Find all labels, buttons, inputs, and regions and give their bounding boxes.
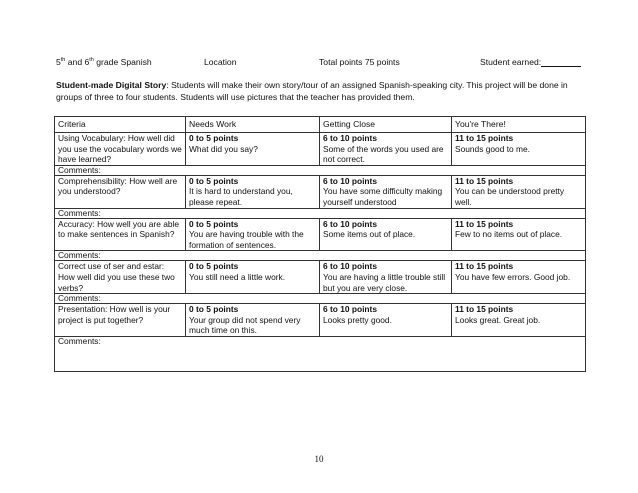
points-range: 6 to 10 points	[323, 133, 377, 143]
table-row	[55, 175, 586, 208]
level-description: You are having trouble with the formation of sentences.	[189, 229, 304, 250]
level-description: Your group did not spend very much time on this.	[189, 314, 301, 336]
points-range: 6 to 10 points	[323, 175, 377, 186]
criteria-cell: Using Vocabulary: How well did you use the vocabulary words we have learned?	[55, 133, 186, 166]
level-description: You still need a little work.	[189, 271, 286, 282]
needs-work-cell	[186, 261, 320, 294]
criteria-cell: Comprehensibility: How well are you understood?	[55, 175, 186, 208]
criteria-cell: Presentation: How well is your project is put together?	[55, 304, 186, 337]
youre-there-cell	[452, 133, 586, 166]
getting-close-cell	[320, 261, 452, 294]
level-description: Few to no items out of place.	[455, 229, 563, 240]
level-description: Some of the words you used are not correct.	[323, 143, 444, 165]
youre-there-cell	[452, 175, 586, 208]
points-range: 11 to 15 points	[455, 304, 514, 315]
table-header-row	[55, 117, 586, 133]
getting-close-cell	[320, 133, 452, 166]
youre-there-cell	[452, 261, 586, 294]
needs-work-cell	[186, 133, 320, 166]
comments-field[interactable]: Comments:	[55, 208, 586, 218]
project-description	[56, 80, 584, 103]
level-description: You are having a little trouble still but you are very close.	[323, 271, 446, 293]
points-range: 0 to 5 points	[189, 218, 239, 229]
rubric-table	[54, 116, 586, 372]
level-description: What did you say?	[189, 143, 258, 154]
criteria-cell: Accuracy: How well you are able to make sentences in Spanish?	[55, 218, 186, 251]
level-description: Looks pretty good.	[323, 314, 392, 325]
criteria-cell: Correct use of ser and estar: How well did you use these two verbs?	[55, 261, 186, 294]
comments-field[interactable]: Comments:	[55, 294, 586, 304]
table-row	[55, 304, 586, 337]
points-range: 0 to 5 points	[189, 175, 239, 186]
comments-row	[55, 208, 586, 218]
level-description: Some items out of place.	[323, 229, 416, 240]
comments-row	[55, 165, 586, 175]
points-range: 11 to 15 points	[455, 175, 514, 186]
points-range: 6 to 10 points	[323, 304, 377, 315]
needs-work-cell	[186, 175, 320, 208]
points-range: 11 to 15 points	[455, 133, 514, 143]
header-youre-there: You're There!	[452, 117, 586, 133]
comments-field[interactable]: Comments:	[55, 251, 586, 261]
table-row	[55, 218, 586, 251]
header-criteria: Criteria	[55, 117, 186, 133]
needs-work-cell	[186, 304, 320, 337]
level-description: Looks great. Great job.	[455, 314, 541, 325]
page-number: 10	[314, 454, 324, 464]
header-line	[56, 57, 586, 71]
header-getting-close: Getting Close	[320, 117, 452, 133]
table-row	[55, 261, 586, 294]
grade-label: 5th and 6th grade Spanish	[56, 57, 152, 67]
getting-close-cell	[320, 304, 452, 337]
comments-row	[55, 251, 586, 261]
level-description: You have few errors. Good job.	[455, 271, 571, 282]
points-range: 6 to 10 points	[323, 218, 377, 229]
points-range: 11 to 15 points	[455, 218, 514, 229]
header-needs-work: Needs Work	[186, 117, 320, 133]
needs-work-cell	[186, 218, 320, 251]
project-body: : Students will make their own story/tour of an assigned Spanish-speaking city. This project will be done in groups of three to four students. Students will use pictures that the teacher has provided them.	[56, 80, 568, 102]
level-description: You can be understood pretty well.	[455, 186, 565, 207]
total-points-label: Total points 75 points	[319, 57, 400, 67]
comments-field[interactable]: Comments:	[55, 165, 586, 175]
table-row	[55, 133, 586, 166]
location-label: Location	[204, 57, 237, 67]
points-range: 0 to 5 points	[189, 133, 239, 143]
points-range: 6 to 10 points	[323, 261, 377, 272]
level-description: You have some difficulty making yourself understood	[323, 186, 443, 207]
points-range: 0 to 5 points	[189, 261, 239, 272]
comments-row	[55, 336, 586, 371]
student-earned-label: Student earned:	[480, 57, 581, 67]
youre-there-cell	[452, 218, 586, 251]
getting-close-cell	[320, 218, 452, 251]
level-description: It is hard to understand you, please repeat.	[189, 186, 293, 207]
points-range: 0 to 5 points	[189, 304, 239, 315]
level-description: Sounds good to me.	[455, 143, 530, 154]
comments-field[interactable]: Comments:	[55, 336, 586, 371]
points-range: 11 to 15 points	[455, 261, 514, 272]
project-title: Student-made Digital Story	[56, 80, 167, 90]
comments-row	[55, 294, 586, 304]
youre-there-cell	[452, 304, 586, 337]
getting-close-cell	[320, 175, 452, 208]
student-earned-blank	[541, 57, 581, 67]
